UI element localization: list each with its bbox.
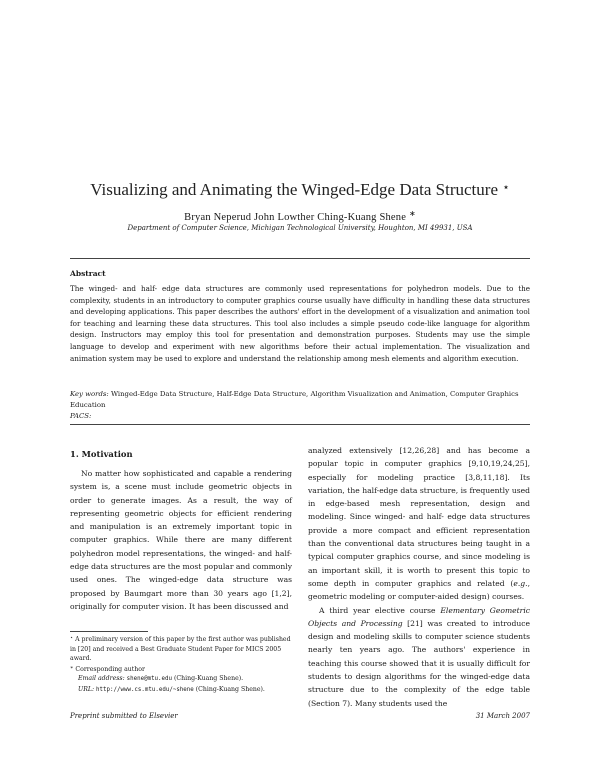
footer-preprint: Preprint submitted to Elsevier — [70, 712, 178, 720]
paper-title — [0, 180, 600, 200]
url-link[interactable]: http://www.cs.mtu.edu/~shene — [96, 686, 194, 693]
right-p2-rest: [21] was created to introduce design and modeling skills to computer science students nearly ten years ago. The authors' experience in teaching this course showed that it is usually difficult for students to design algorithms for the winged-edge data structure due to the complexity of the edge table (Section 7). Many students used the — [308, 618, 531, 708]
url-owner: (Ching-Kuang Shene). — [195, 685, 265, 693]
author-list — [0, 209, 600, 223]
abstract-text: The winged- and half- edge data structures are commonly used representations for polyhedron models. Due to the complexity, students in an introductory to computer graphics course usually have difficulty in handling these data structures and developing applications. This paper describes the authors' effort in the development of a visualization and animation tool for teaching and learning these data structures. This tool also includes a simple pseudo code-like language for algorithm design. Instructors may employ this tool for presentation and demonstration purposes. Students may use the simple language to develop and experiment with new algorithms before their actual implementation. The visualization and animation system may be used to explore and understand the relationship among mesh elements and algorithm execution. — [70, 284, 530, 363]
footnote-1-mark: ⋆ — [70, 635, 74, 641]
abstract-bottom-rule — [70, 424, 530, 425]
authors-text: Bryan Neperud John Lowther Ching-Kuang Shene — [184, 212, 407, 223]
footnote-url — [70, 685, 292, 696]
title-footnote-mark: ⋆ — [502, 180, 510, 194]
footnotes — [70, 634, 292, 696]
left-column — [70, 467, 292, 613]
right-paragraph-1 — [308, 444, 530, 604]
left-paragraph: No matter how sophisticated and capable a rendering system is, a scene must include geometric objects in order to generate images. As a result, the way of representing geometric objects for efficient rendering and manipulation is an extremely important topic in computer graphics. While there are many different polyhedron model representations, the winged- and half- edge data structures are the most popular and commonly used ones. The winged-edge data structure was proposed by Baumgart more than 30 years ago [1,2], originally for computer vision. It has been discussed and — [70, 469, 292, 611]
footnote-1 — [70, 634, 292, 664]
email-owner: (Ching-Kuang Shene). — [173, 675, 244, 683]
footnote-2-text: Corresponding author — [75, 665, 145, 673]
url-label: URL: — [78, 685, 95, 693]
footnote-1-text: A preliminary version of this paper by the first author was published in [20] and received a Best Graduate Student Paper for MICS 2005 award. — [70, 636, 291, 663]
right-p1-end: , geometric modeling or computer-aided design) courses. — [308, 578, 530, 602]
eg-text: e.g. — [513, 578, 528, 588]
footnote-rule — [70, 631, 148, 632]
section-heading: 1. Motivation — [70, 449, 133, 459]
footnote-2-mark: ∗ — [70, 664, 74, 671]
keywords-label: Key words: — [70, 390, 109, 398]
keywords-text: Winged-Edge Data Structure, Half-Edge Data Structure, Algorithm Visualization and Animation, Computer Graphics Education — [70, 390, 519, 409]
affiliation: Department of Computer Science, Michigan Technological University, Houghton, MI 49931, USA — [127, 224, 473, 232]
keywords-block — [70, 389, 530, 422]
abstract-heading: Abstract — [70, 269, 106, 278]
right-paragraph-2 — [308, 604, 530, 710]
course-name: Elementary Geometric Objects and Processing — [308, 605, 530, 628]
email-link[interactable]: shene@mtu.edu — [126, 676, 173, 683]
pacs-label: PACS: — [70, 412, 92, 420]
email-label: Email address: — [78, 675, 125, 683]
title-text: Visualizing and Animating the Winged-Edge Data Structure — [90, 180, 498, 199]
corresponding-author-mark: ∗ — [408, 209, 416, 218]
right-column — [308, 444, 530, 710]
right-p2-start: A third year elective course — [319, 605, 441, 615]
footnote-2 — [70, 664, 292, 675]
right-p1-text: analyzed extensively [12,26,28] and has become a popular topic in computer graphics [9,10,19,24,25], especially for modeling practice [3,8,11,18]. Its variation, the half-edge data structure, is frequently used in edge-based mesh representation, design and modeling. Since winged- and half- edge data structures provide a more compact and efficient representation than the conventional data structures being taught in a typical computer graphics course, and since modeling is an important skill, it is worth to present this topic to some depth in computer graphics and related ( — [308, 446, 530, 588]
footer-date: 31 March 2007 — [475, 712, 530, 720]
abstract-top-rule — [70, 258, 530, 259]
footnote-email — [70, 674, 292, 685]
